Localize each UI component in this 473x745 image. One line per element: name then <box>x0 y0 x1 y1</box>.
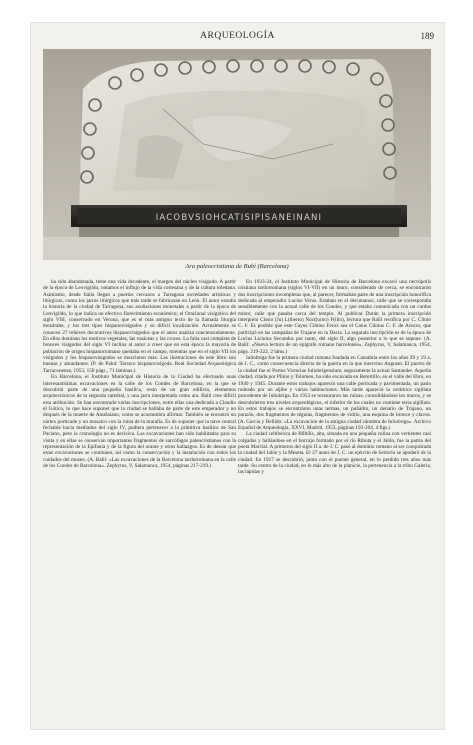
paragraph: La ciudad celtibérica de Bílbilis, alta, situada en una pequeña colina con vertientes casi colgadas y hallándose en el borcajo formado por el río Ribota y el Jalón, fue la patria del poeta Marcial. A primeros del siglo II a. de J. C. pasó al dominio romano al ser conquistada la ciudad del Jalón y la Meseta. El 27 antes de J. C. un ejército de Sertorio se apoderó de la ciudad. En 1917 se descubrió, junto con el puente general, en lo perdido tres años más tarde. Su centro de la ciudad, en lo más alto de la planicie, la pertenencia a la tribu Galeria, las lápidas y <box>238 431 431 476</box>
text-column-left <box>43 279 236 724</box>
inscription-text: IACOBVSIOHCATISIPISANEINANI <box>155 213 323 223</box>
paragraph: Iuliobriga fue la primera ciudad romana fundada en Cantabria entre los años 29 y 19 a. de J. C., como consecuencia directa de la guerra en la que intervino Augusto. El puerto de la ciudad fue el Portus Victoriae Iuliobrigensium, seguramente la actual Santander. Aquella ciudad, citada por Plinio y Tolomeo, ha sido excavada en Retortillo, en el valle del Ebro, en 1940 y 1945. Durante estos trabajos apareció una calle porticada y pavimentada, un patio rodeado por un aljibe y varias habitaciones. Más tarde apareció la cerámica sigillata procedente de Iuliobriga. En 1953 se restauraron las ruinas, consolidándose los muros, y se descubrieron tres niveles arqueológicos, el inferior de los cuales no contiene terra sigillata. En estos trabajos se encontraron unas termas, un puñalito, un denario de Trajano, un punzón, dos fragmentos de tégulas, fragmentos de vidrio, una esquina de bronce y clavos. (A. García y Bellido: «La excavación de la antigua ciudad cántabra de Iuliobriga». Archivo Español de Arqueología, XXVI, Madrid, 1953, páginas 193-204, 4 figs.) <box>238 355 431 431</box>
altar-photo <box>43 49 431 260</box>
paragraph: En Barcelona, el Instituto Municipal de Historia de la Ciudad ha efectuado unas interesantísimas excavaciones en la calle de los Condes de Barcelona, en la que se descubrió parte de una pequeña basílica, resto de un gran edificio, elementos arquitectónicos de la segunda catedral, y una jarra interpretada como ara. Balil cree difícil esta atribución. Se han encontrado varias inscripciones, entre ellas una dedicada a Claudio el Gótico, lo que hace suponer que la ciudad se hallaba de parte de este emperador y no después de la muerte de Amelaiano, como se acostumbra afirmar. También se encontró un nártex porticado y un mosaico con la ruina de la muralla. Es de suponer que la nave central fechable hacia mediados del siglo IV, pudiera pertenecer a la primitiva basílica de San Paciano, pero la cronología no es decisiva. Las excavaciones han sido habilitadas para su visita y en ellas se conservan importantes fragmentos de sarcófagos paleocristianos con la representación de la Epifanía y de la figura del orante y otros hallazgos. Es de desear que estas excavaciones se continúen, así como la conservación y la instalación con todos los cuidados del museo. (A. Balil: «Las excavaciones de la Barcelona tardorromana en la calle de los Condes de Barcelona». Zephyrus, V, Salamanca, 1954, páginas 217-219.) <box>43 374 236 469</box>
text-column-right <box>238 279 431 724</box>
page-header <box>31 31 444 43</box>
figure-photo <box>43 49 431 260</box>
figure-caption: Ara paleocristiana de Rubí (Barcelona) <box>185 263 289 270</box>
running-title: ARQUEOLOGÍA <box>200 31 275 41</box>
paragraph: ha sido abandonada, tiene una vida decadente, el margen del núcleo visigodo. A partir de la época de Leovigildo, notamos el influjo de la vida cortesana y de la cultura toledana. Asimismo, desde Italia llegan a puertos cercanos a Tarragona novedades artísticas y litúrgicas, como los jarros litúrgicos que más tarde se fabricarán en León. El autor estudia la historia de la ciudad de Tarragona, sus acuñaciones monetales a partir de la época de Leovigildo, lo que indica un efectivo florecimiento económico; el Oracional visigótico del siglo VIII, conservado en Verona, que es el más antiguo texto de la llamada liturgia mozárabe, y los tres tipos hispanovisigodos y su difícil localización. Actualmente se conocen 27 relieves decorativos hispanovisigodos que el autor analiza concienzudamente. En ellos dominan los motivos vegetales, las rosáceas y las cruces. La falta casi completa de bronces visigodos del siglo VI inclina al autor a creer que en esta época la mayoría de población de origen hispanorromano quedaba en el campo, mientras que en el siglo VII los visigodos y los hispanovisigodos se mezclaron más. Las ilustraciones de este libro son buenas y abundantes. (P. de Palol: Tarraco hispanovisigoda. Real Sociedad Arqueológica Tarraconense, 1953, 158 págs., 71 láminas.) <box>43 279 236 374</box>
page-number: 189 <box>420 31 434 41</box>
paragraph: En 1933-34, el Instituto Municipal de Historia de Barcelona excavó una necrópolis cristiana tardorromana (siglos VI-VII) en un muro, considerado de cerca, se encontraron dos inscripciones incompletas que, al parecer, formaban parte de una inscripción honorífica dedicada al emperador Lucius Verus. Estaban en el decumanus, calle que se correspondía sensiblemente con la actual calle de los Condes, y que estaba comunicada con un cardus minor, calle que pasaba cerca del templo. Al publicar Durán la primera inscripción interpretó Cissio (Ju) L(iberto) Noct(urno) F(ilio), lectura que Balil rectifica por C. Cilnio C. F. Es posible que este Cayus Cilnius Ferox sea el Caius Cilnius C. F. de Arezzo, que participó en las campañas de Trajano en la Dacia. La segunda inscripción es de la época de Lucius Licinius Secundus por tanto, del siglo II, algo posterior a lo que se supone. (A. Balil: «Nueva lectura de un epígrafe romano barcelonés», Zephyrus, V, Salamanca, 1954, págs. 219-222, 2 láms.) <box>238 279 431 355</box>
book-page <box>30 22 445 730</box>
